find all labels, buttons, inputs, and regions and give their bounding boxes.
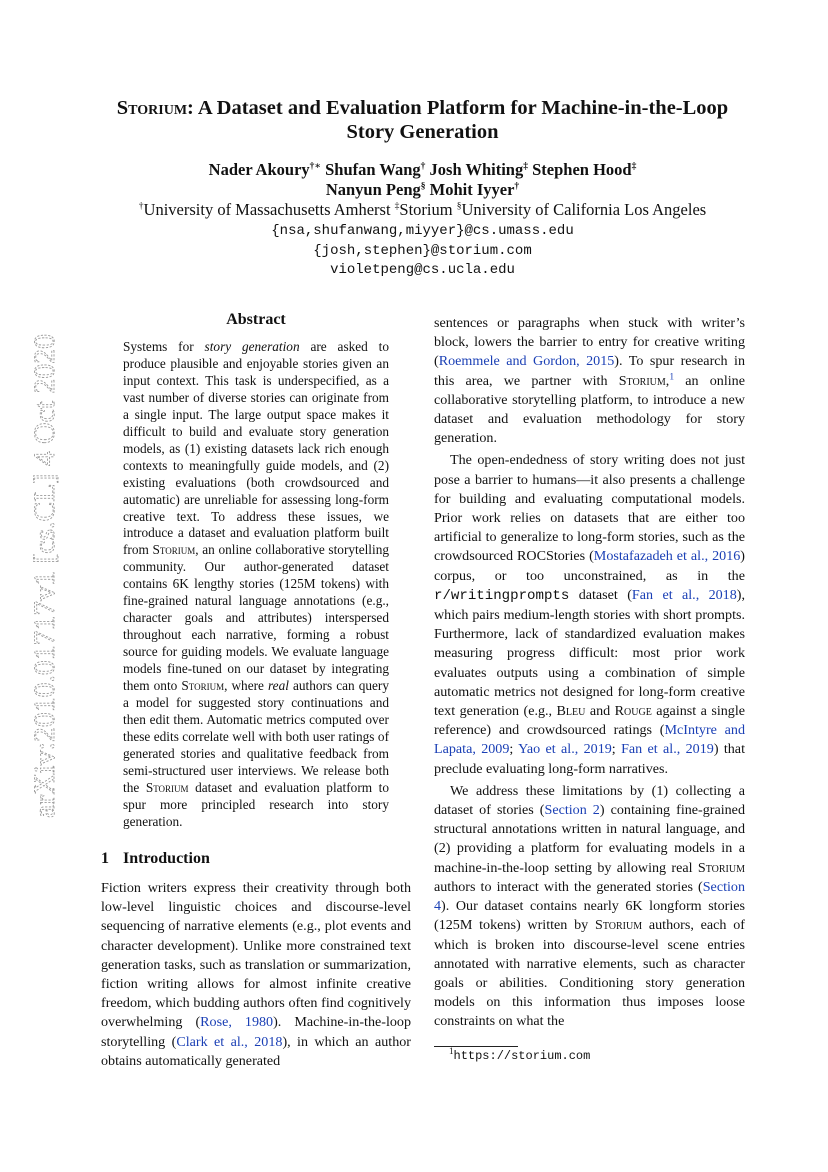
author-affiliation-mark: † [420,161,426,172]
author-name: Nader Akoury [208,160,310,179]
text-run: authors, each of which is broken into discourse-level scene entries annotated with narrative elements, such as character goals or abilities. Conditioning story generation models on this information thus imposes loose constraints on what the [434,917,745,1030]
affiliation-name: University of Massachusetts Amherst [143,200,391,219]
code-text: r/writingprompts [434,587,570,604]
affiliation-mark: § [456,201,462,212]
text-run: sentences or paragraphs when stuck with writer’s block, lowers the barrier to entry for creative writing ( [434,315,745,370]
authors-line-2 [100,180,745,200]
abstract-heading: Abstract [226,311,286,328]
footnote-mark: 1 [449,1046,454,1056]
section-title: Introduction [123,850,210,867]
title-storium: Storium [116,97,188,119]
author-affiliation-mark: †∗ [309,161,321,172]
text-run: ). Our dataset contains nearly 6K longform stories (125M tokens) written by [434,898,745,934]
citation-link[interactable]: Fan et al., 2019 [621,741,714,758]
title-line1: : A Dataset and Evaluation Platform for Machine-in-the-Loop [187,97,729,119]
author-name: Josh Whiting [429,160,524,179]
footnote-ref[interactable]: 1 [669,371,675,382]
author-name: Mohit Iyyer [429,180,515,199]
introduction-heading [101,850,210,868]
text-run: ; [509,741,519,758]
text-run: , where [224,678,268,694]
small-caps-text: Storium [594,917,643,934]
text-run: Fiction writers express their creativity through both low-level linguistic choices and discourse-level sequencing of narrative elements (e.g., plot events and character development). Unlike more constrained text generation tasks, such as translation or summarization, fiction writing allows for almost infinite creative freedom, which budding authors often find cognitively overwhelming ( [101,880,411,1031]
small-caps-text: Storium [181,678,225,694]
author-affiliation-mark: § [420,181,426,192]
email-storium[interactable]: {josh,stephen}@storium.com [313,243,532,259]
section-number: 1 [101,850,109,867]
footnote-rule [434,1046,518,1047]
affiliation-name: Storium [399,200,453,219]
paper-title [100,96,745,144]
small-caps-text: Storium [152,542,196,558]
footnote [449,1046,591,1063]
text-run: and [585,703,615,720]
author-affiliation-mark: † [514,181,520,192]
arxiv-identifier: arXiv:2010.01717v1 [cs.CL] 4 Oct 2020 [28,330,61,818]
text-run: authors to interact with the generated stories ( [434,878,703,895]
text-run: an online collaborative storytelling platform, to introduce a new dataset and evaluation methodology for story generation. [434,372,745,447]
emphasis-text: real [268,678,289,694]
citation-link[interactable]: Clark et al., 2018 [176,1033,283,1050]
footnote-url[interactable]: https://storium.com [453,1049,591,1063]
small-caps-text: Storium [145,779,189,795]
small-caps-text: Bleu [556,703,586,720]
email-umass[interactable]: {nsa,shufanwang,miyyer}@cs.umass.edu [271,223,574,239]
text-run: dataset and evaluation platform to spur more principled research into story generation. [123,779,389,829]
text-run: ) containing fine-grained structural annotations written in natural language, and (2) providing a platform for evaluating models in a machine-in-the-loop setting by allowing real [434,802,745,876]
small-caps-text: Storium [697,859,745,876]
text-run: authors can query a model for suggested story continuations and then edit them. Automatic metrics computed over these edits correlate well with both user ratings of generated stories and qualitative feedback from semi-structured user interviews. We release both the [123,678,389,795]
author-name: Shufan Wang [325,160,421,179]
right-column [434,314,745,1032]
abstract-body [123,339,389,831]
text-run: , an online collaborative storytelling community. Our author-generated dataset contains 6K lengthy stories (125M tokens) with fine-grained natural language annotations (e.g., character goals and attributes) interspersed throughout each narrative, forming a robust source for guiding models. We evaluate language models fine-tuned on our dataset by integrating them onto [123,542,389,694]
author-affiliation-mark: ‡ [523,161,528,172]
text-run: Systems for [123,339,205,354]
author-name: Stephen Hood [532,160,632,179]
text-run: The open-endedness of story writing does not just pose a barrier to humans—it also presents a challenge for building and evaluating computational models. Prior work relies on datasets that are either too artificial to generalize to long-form stories, such as the crowdsourced ROCStories ( [434,452,745,565]
paragraph-1 [434,314,745,448]
text-run: are asked to produce plausible and enjoyable stories given an input context. This task is underspecified, as a vast number of diverse stories can originate from a single input. The large output space makes it difficult to build and evaluate story generation models, as (1) existing datasets lack rich enough contexts to meaningfully guide models, and (2) existing evaluations (both crowdsourced and automatic) are unreliable for assessing long-form creative text. To address these issues, we introduce a dataset and evaluation platform built from [123,339,390,558]
citation-link[interactable]: Mostafazadeh et al., 2016 [593,548,741,565]
emphasis-text: story generation [204,339,300,354]
text-run: ). Machine-in-the-loop storytelling ( [101,1014,411,1050]
small-caps-text: Storium [618,372,666,389]
paragraph-2 [434,451,745,778]
affiliation-name: University of California Los Angeles [461,200,707,219]
text-run: We address these limitations by (1) collecting a dataset of stories ( [434,782,745,819]
text-run: ), in which an author obtains automatically generated [101,1033,412,1069]
small-caps-text: Rouge [614,703,652,720]
introduction-body [101,879,411,1071]
text-run: ) that preclude evaluating long-form narratives. [434,741,745,777]
arxiv-stamp [12,330,64,820]
citation-link[interactable]: Section 2 [544,802,600,819]
text-run: against a single reference) and crowdsourced ratings ( [434,703,745,739]
citation-link[interactable]: Fan et al., 2018 [631,586,737,603]
text-run: ) corpus, or too unconstrained, as in the [434,548,745,584]
authors-line-1 [100,160,745,180]
author-affiliation-mark: ‡ [631,161,637,172]
author-name: Nanyun Peng [325,180,421,199]
title-line2: Story Generation [346,121,499,143]
text-run: ), which pairs medium-length stories with short prompts. Furthermore, lack of standardized evaluation makes measuring progress difficult: most prior work evaluates outputs using a combination of simple automatic metrics not designed for long-form creative text generation (e.g., [434,586,745,720]
citation-link[interactable]: Yao et al., 2019 [518,741,612,758]
email-ucla[interactable]: violetpeng@cs.ucla.edu [330,262,515,278]
affiliation-mark: † [138,201,144,212]
citation-link[interactable]: McIntyre and Lapata, 2009 [434,722,745,758]
text-run: dataset ( [569,586,632,603]
citation-link[interactable]: Rose, 1980 [200,1014,274,1031]
affiliations [100,200,745,220]
paragraph-3 [434,782,745,1032]
citation-link[interactable]: Section 4 [434,878,745,915]
text-run: , [665,372,670,389]
affiliation-mark: ‡ [394,201,400,212]
citation-link[interactable]: Roemmele and Gordon, 2015 [438,353,615,370]
text-run: ; [611,741,622,758]
text-run: ). To spur research in this area, we partner with [434,353,745,389]
